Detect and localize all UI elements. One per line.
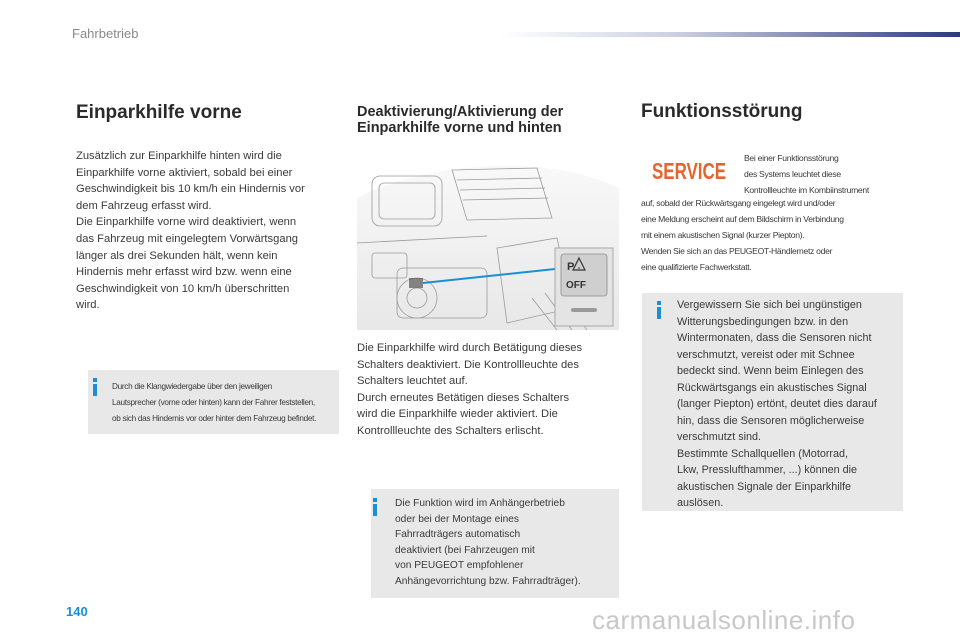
info-icon xyxy=(93,378,97,396)
heading-deaktivierung xyxy=(357,104,617,136)
info-box-middle xyxy=(371,489,619,598)
dashboard-switch-photo xyxy=(357,158,619,330)
fault-text-top: Bei einer Funktionsstörung des Systems leuchtet diese Kontrollleuchte im Kombiinstrument xyxy=(744,153,869,195)
info-box-left xyxy=(88,370,339,434)
off-button-label: OFF xyxy=(566,280,586,291)
left-body-text: Zusätzlich zur Einparkhilfe hinten wird die Einparkhilfe vorne aktiviert, sobald bei einer Geschwindigkeit bis 10 km/h ein Hindernis vor dem Fahrzeug erfasst wird. Die Einparkhilfe vorne wird deaktiviert, wenn das Fahrzeug mit eingelegtem Vorwärtsgang länger als drei Sekunden hält, wenn kein Hindernis mehr erfasst wird bzw. wenn eine Geschwindigkeit von 10 km/h überschritten wird. xyxy=(76,150,305,312)
middle-body-text: Die Einparkhilfe wird durch Betätigung dieses Schalters deaktiviert. Die Kontrollleuchte des Schalters leuchtet auf. Durch erneutes Betätigen dieses Schalters wird die Einparkhilfe wieder aktiviert. Die Kontrollleuchte des Schalters erlischt. xyxy=(357,342,583,437)
section-header: Fahrbetrieb xyxy=(72,26,139,41)
heading-deaktivierung-text: Deaktivierung/Aktivierung der Einparkhilfe vorne und hinten xyxy=(357,104,564,136)
watermark: carmanualsonline.info xyxy=(592,605,856,635)
info-box-right xyxy=(642,293,903,511)
info-text-middle: Die Funktion wird im Anhängerbetrieb oder bei der Montage eines Fahrradträgers automatisch deaktiviert (bei Fahrzeugen mit von PEUGEOT empfohlener Anhängevorrichtung bzw. Fahrradträger). xyxy=(395,498,581,587)
fault-text-bottom: auf, sobald der Rückwärtsgang eingelegt wird und/oder eine Meldung erscheint auf dem Bildschirm in Verbindung mit einem akustischen Signal (kurzer Piepton). Wenden Sie sich an das PEUGEOT-Händlernetz oder eine qualifizierte Fachwerkstatt. xyxy=(641,198,844,272)
svg-text:P: P xyxy=(567,261,575,273)
info-icon xyxy=(373,498,377,516)
header-gradient-bar xyxy=(500,32,960,37)
info-icon xyxy=(657,301,661,319)
info-text-left: Durch die Klangwiedergabe über den jeweiligen Lautsprecher (vorne oder hinten) kann der Fahrer feststellen, ob sich das Hindernis vor oder hinter dem Fahrzeug befindet. xyxy=(112,382,317,423)
page-number: 140 xyxy=(66,604,88,619)
service-warning-icon xyxy=(651,155,727,185)
info-text-right: Vergewissern Sie sich bei ungünstigen Witterungsbedingungen bzw. in den Wintermonaten, dass die Sensoren nicht verschmutzt, vereist oder mit Schnee bedeckt sind. Wenn beim Einlegen des Rückwärtsgangs ein akustisches Signal (langer Piepton) ertönt, deutet dies darauf hin, dass die Sensoren möglicherweise verschmutzt sind. Bestimmte Schallquellen (Motorrad, Lkw, Presslufthammer, ...) können die akustischen Signale der Einparkhilfe auslösen. xyxy=(677,299,877,509)
service-label: SERVICE xyxy=(652,158,726,184)
heading-einparkhilfe-vorne: Einparkhilfe vorne xyxy=(76,102,242,123)
heading-funktionsstoerung: Funktionsstörung xyxy=(641,101,803,122)
